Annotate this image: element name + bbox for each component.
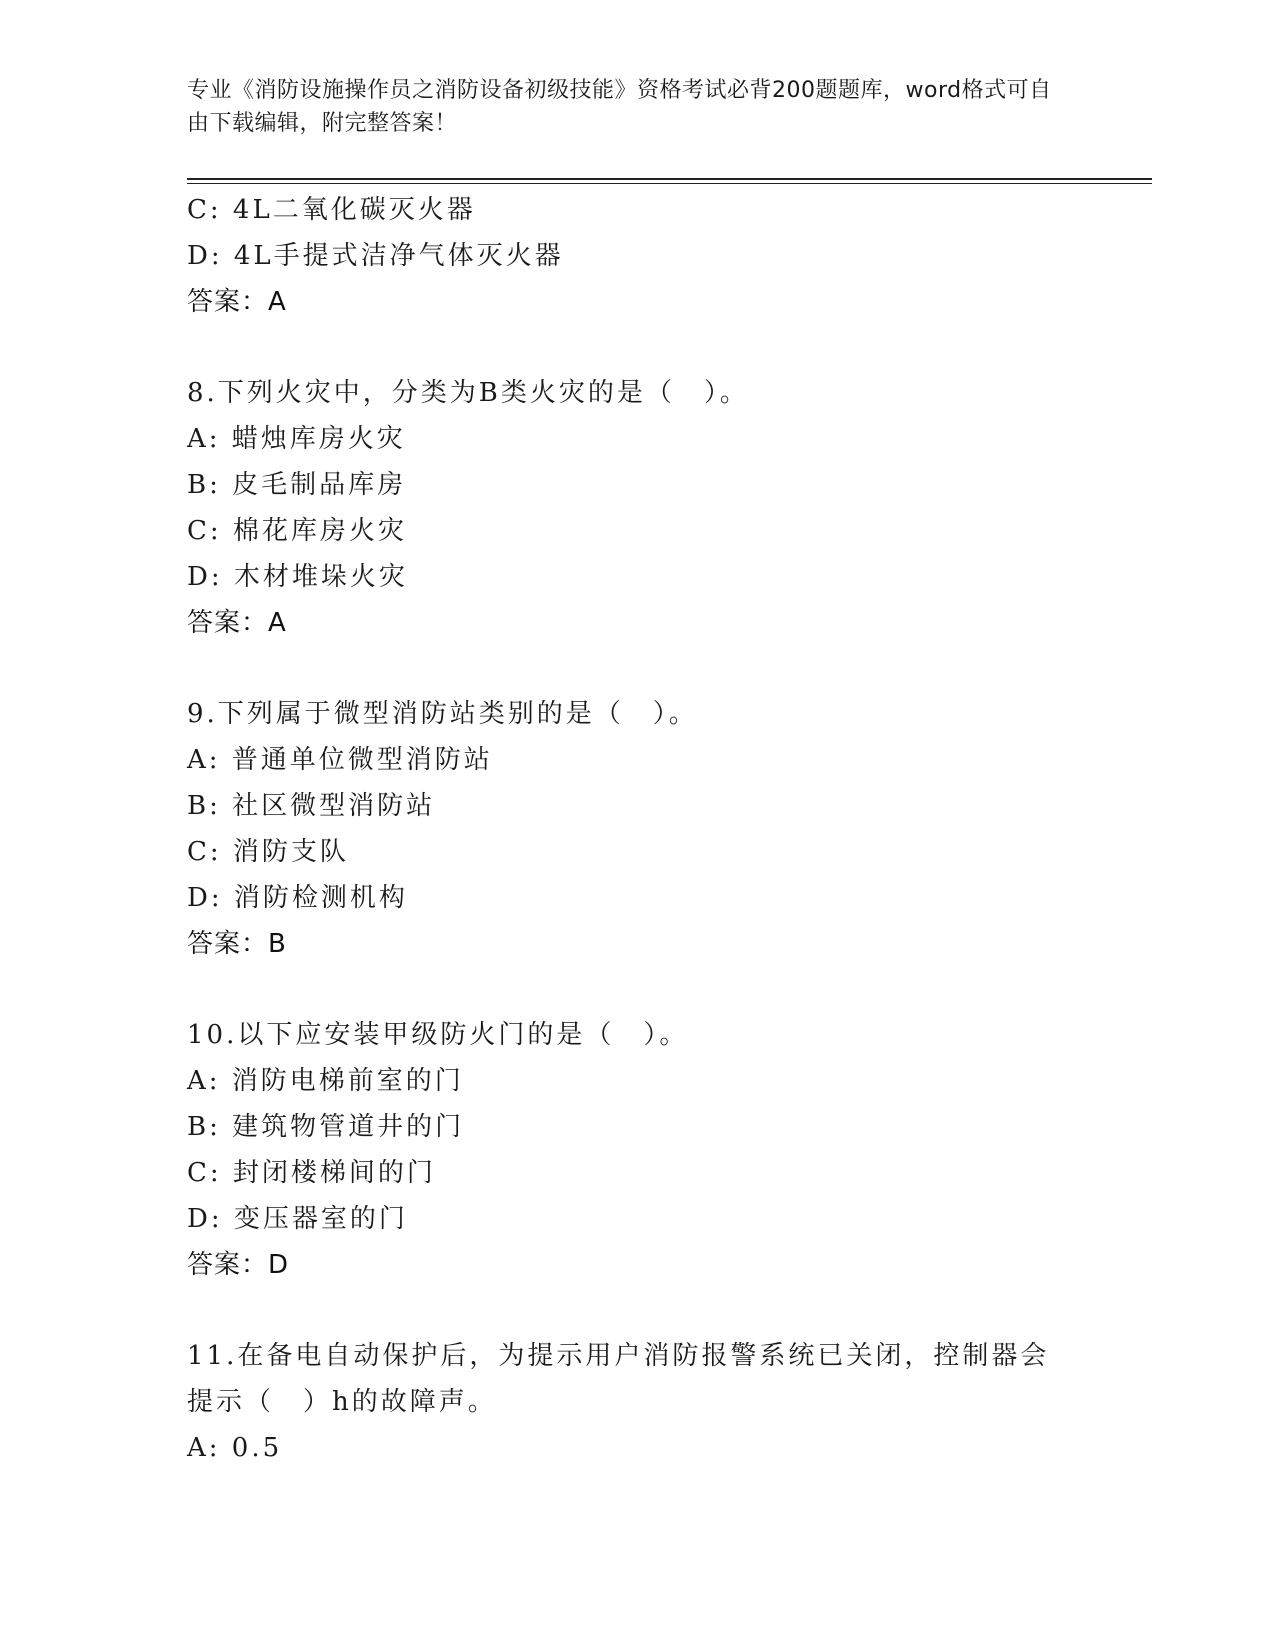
question-10 bbox=[187, 1012, 1087, 1288]
option-d: D: 变压器室的门 bbox=[187, 1204, 408, 1234]
header-rule-thick bbox=[187, 178, 1152, 180]
option-b: B: 建筑物管道井的门 bbox=[187, 1112, 465, 1142]
question-8 bbox=[187, 370, 1087, 646]
option-a: A: 蜡烛库房火灾 bbox=[187, 424, 406, 454]
question-stem: 8.下列火灾中，分类为B类火灾的是（ ）。 bbox=[187, 378, 749, 408]
header-rule-thin bbox=[187, 183, 1152, 184]
question-9 bbox=[187, 691, 1087, 967]
option-a: A: 普通单位微型消防站 bbox=[187, 745, 493, 775]
option-a: A: 消防电梯前室的门 bbox=[187, 1066, 464, 1096]
question-7-tail bbox=[187, 187, 1087, 325]
option-c: C: 棉花库房火灾 bbox=[187, 516, 407, 546]
option-d: D: 4L手提式洁净气体灭火器 bbox=[187, 241, 564, 271]
question-stem: 10.以下应安装甲级防火门的是（ ）。 bbox=[187, 1020, 689, 1050]
spacer bbox=[187, 1288, 1087, 1333]
option-b: B: 社区微型消防站 bbox=[187, 791, 436, 821]
option-c: C: 封闭楼梯间的门 bbox=[187, 1158, 436, 1188]
option-d: D: 消防检测机构 bbox=[187, 883, 408, 913]
option-d: D: 木材堆垛火灾 bbox=[187, 562, 408, 592]
option-c: C: 4L二氧化碳灭火器 bbox=[187, 195, 476, 225]
answer-line: 答案：A bbox=[187, 287, 287, 317]
question-list bbox=[187, 187, 1087, 1471]
spacer bbox=[187, 325, 1087, 370]
option-a: A: 0.5 bbox=[187, 1433, 283, 1463]
answer-line: 答案：A bbox=[187, 608, 287, 638]
option-b: B: 皮毛制品库房 bbox=[187, 470, 407, 500]
spacer bbox=[187, 967, 1087, 1012]
spacer bbox=[187, 646, 1087, 691]
answer-line: 答案：D bbox=[187, 1250, 290, 1280]
document-header: 专业《消防设施操作员之消防设备初级技能》资格考试必背200题题库，word格式可自由下载编辑，附完整答案！ bbox=[187, 78, 1052, 136]
question-11 bbox=[187, 1333, 1087, 1471]
answer-line: 答案：B bbox=[187, 929, 287, 959]
option-c: C: 消防支队 bbox=[187, 837, 349, 867]
question-stem: 9.下列属于微型消防站类别的是（ ）。 bbox=[187, 699, 698, 729]
question-stem: 11.在备电自动保护后，为提示用户消防报警系统已关闭，控制器会提示（ ）h的故障声。 bbox=[187, 1341, 1050, 1417]
